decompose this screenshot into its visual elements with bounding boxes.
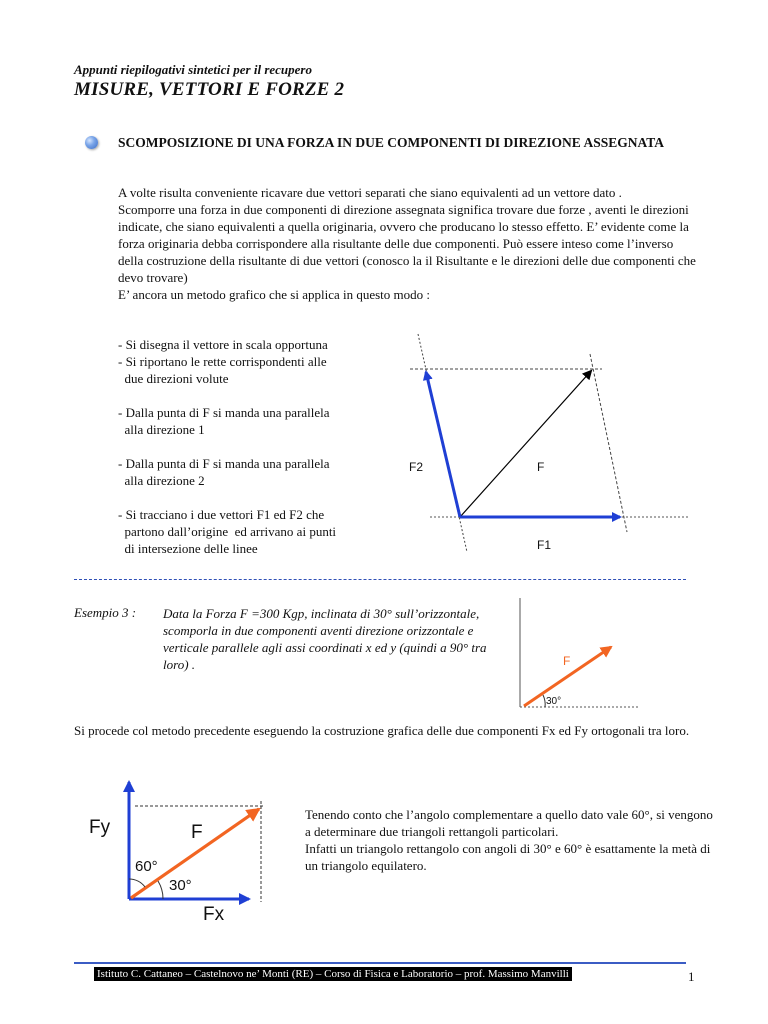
inclined-force-diagram — [510, 595, 640, 713]
step-item: - Dalla punta di F si manda una parallela alla direzione 2 — [118, 456, 330, 488]
label-fx: Fx — [203, 904, 225, 925]
vector-f2 — [426, 372, 460, 517]
label-fy: Fy — [89, 817, 111, 838]
decomposition-diagram — [390, 330, 690, 570]
angle-arc-60 — [129, 879, 145, 887]
angle-arc-30 — [158, 881, 163, 899]
step-item: - Dalla punta di F si manda una parallela alla direzione 1 — [118, 405, 330, 437]
paragraph: Infatti un triangolo rettangolo con angoli di 30° e 60° è esattamente la metà di un triangolo equilatero. — [305, 841, 711, 873]
example-label: Esempio 3 : — [74, 605, 137, 620]
label-f: F — [537, 460, 545, 474]
paragraph: Scomporre una forza in due componenti di direzione assegnata significa trovare due forze , aventi le direzioni indicate, che siano equivalenti a quella originaria, ovvero che producano lo stesso effetto. E’ evidente come la forza originaria debba corrispondere alla risultante delle due componenti. Può essere inteso come l’inverso della costruzione della risultante di due vettori (conosco la il Risultante e le direzioni delle due componenti che devo trovare) — [118, 202, 696, 285]
step-item: - Si tracciano i due vettori F1 ed F2 che partono dall’origine ed arrivano ai punti di intersezione delle linee — [118, 507, 337, 556]
document-title: MISURE, VETTORI E FORZE 2 — [74, 79, 345, 100]
procedure-text: Si procede col metodo precedente eseguendo la costruzione grafica delle due componenti Fx ed Fy ortogonali tra loro. — [74, 723, 690, 738]
page-number: 1 — [688, 969, 695, 984]
footer-rule — [74, 962, 686, 964]
bullet-icon — [85, 136, 98, 149]
label-f2: F2 — [409, 460, 424, 474]
section-divider — [74, 579, 686, 580]
triangle-note — [305, 806, 720, 874]
example-text: Data la Forza F =300 Kgp, inclinata di 30° sull’orizzontale, scomporla in due componenti aventi direzione orizzontale e verticale parallele agli assi coordinati x ed y (quindi a 90° tra loro) . — [163, 606, 487, 672]
label-30: 30° — [169, 877, 192, 894]
angle-arc — [543, 695, 545, 707]
label-f: F — [563, 654, 571, 668]
document-subtitle: Appunti riepilogativi sintetici per il recupero — [74, 62, 312, 77]
intro-text — [118, 184, 698, 303]
step-item: - Si disegna il vettore in scala opportuna - Si riportano le rette corrispondenti alle due direzioni volute — [118, 337, 328, 386]
section-heading: SCOMPOSIZIONE DI UNA FORZA IN DUE COMPONENTI DI DIREZIONE ASSEGNATA — [118, 135, 664, 150]
label-f: F — [191, 822, 203, 843]
label-60: 60° — [135, 858, 158, 875]
procedure-steps — [118, 336, 388, 574]
paragraph: Tenendo conto che l’angolo complementare a quello dato vale 60°, si vengono a determinare due triangoli rettangoli particolari. — [305, 807, 713, 839]
paragraph: A volte risulta conveniente ricavare due vettori separati che siano equivalenti ad un vettore dato . — [118, 185, 622, 200]
label-angle: 30° — [546, 696, 562, 707]
footer-text: Istituto C. Cattaneo – Castelnovo ne’ Monti (RE) – Corso di Fisica e Laboratorio – prof. Massimo Manvilli — [94, 967, 572, 981]
paragraph: E’ ancora un metodo grafico che si applica in questo modo : — [118, 287, 431, 302]
vector-f — [460, 371, 591, 517]
label-f1: F1 — [537, 538, 552, 552]
parallel-line-2 — [590, 354, 627, 532]
orthogonal-components-diagram — [85, 775, 295, 930]
